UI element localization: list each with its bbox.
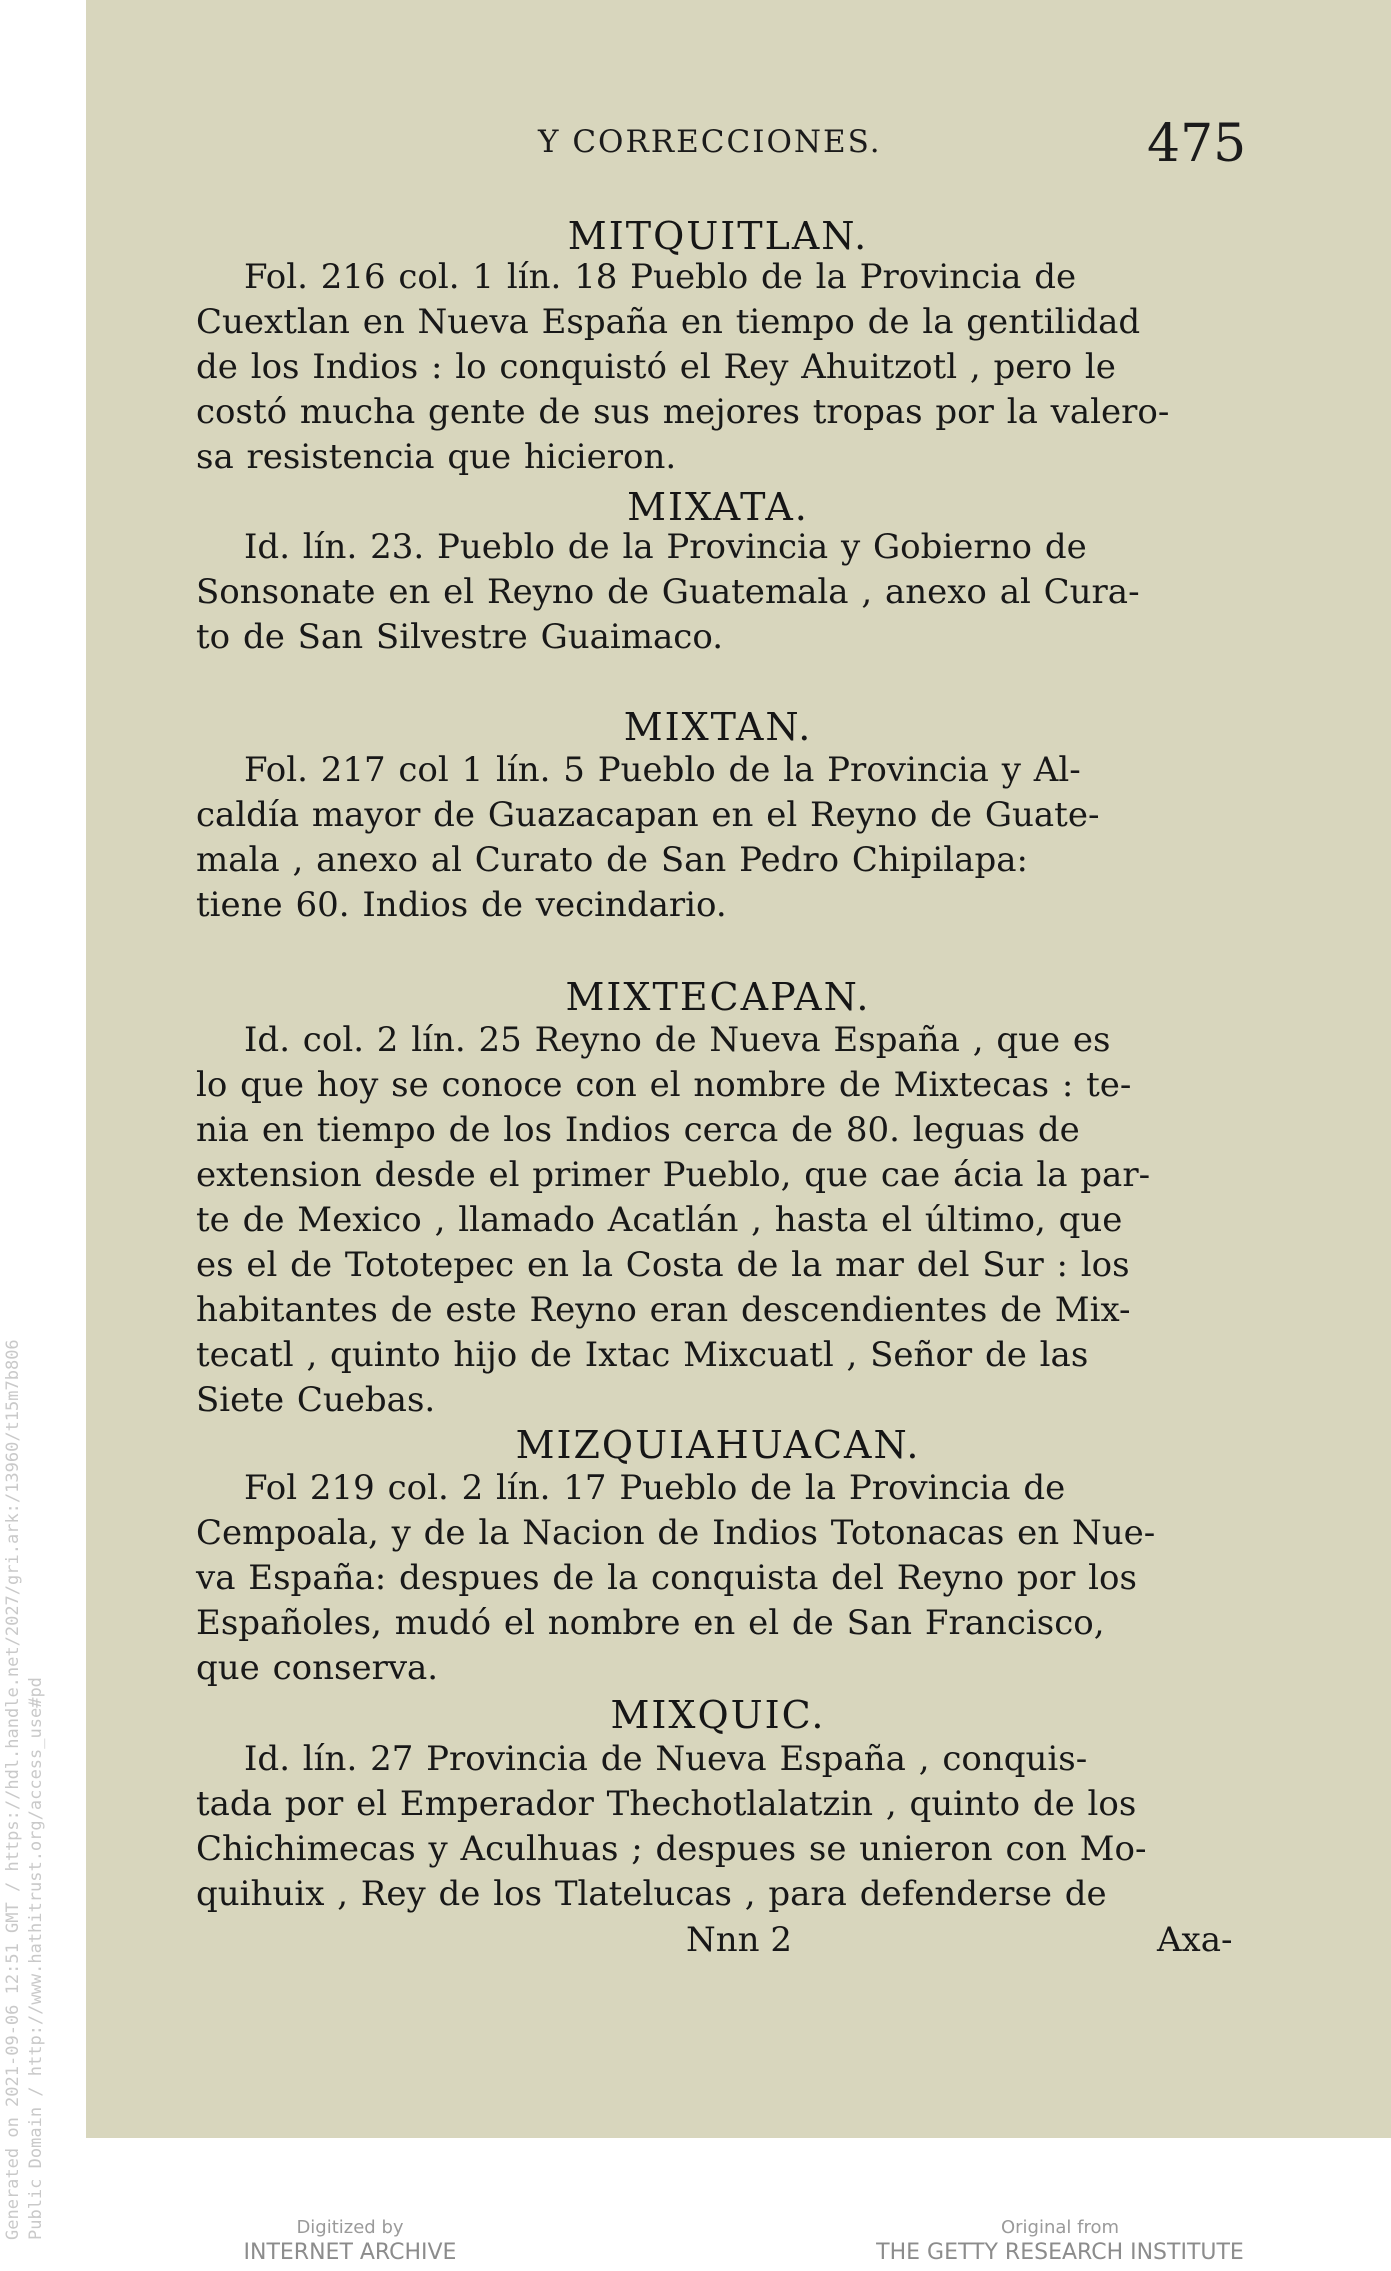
getty-research-institute-logo: THE GETTY RESEARCH INSTITUTE bbox=[876, 2240, 1244, 2265]
text-line: Id. lín. 23. Pueblo de la Provincia y Gobierno de bbox=[244, 527, 1087, 567]
text-line: tiene 60. Indios de vecindario. bbox=[196, 885, 727, 925]
text-line: que conserva. bbox=[196, 1648, 439, 1688]
entry-title: MIXATA. bbox=[627, 485, 809, 529]
digitized-by-label: Digitized by bbox=[296, 2217, 404, 2238]
entry-title: MIXTECAPAN. bbox=[565, 975, 871, 1019]
hathitrust-stamp bbox=[2, 1339, 48, 2240]
text-line: tada por el Emperador Thechotlalatzin , quinto de los bbox=[196, 1784, 1137, 1824]
internet-archive-logo: INTERNET ARCHIVE bbox=[243, 2240, 457, 2265]
text-line: Fol 219 col. 2 lín. 17 Pueblo de la Provincia de bbox=[244, 1468, 1066, 1508]
text-line: Fol. 216 col. 1 lín. 18 Pueblo de la Provincia de bbox=[244, 257, 1077, 297]
text-line: Españoles, mudó el nombre en el de San Francisco, bbox=[196, 1603, 1105, 1643]
entry-title: MIZQUIAHUACAN. bbox=[515, 1423, 921, 1467]
text-line: Id. col. 2 lín. 25 Reyno de Nueva España , que es bbox=[244, 1020, 1111, 1060]
text-line: costó mucha gente de sus mejores tropas por la valero- bbox=[196, 392, 1170, 432]
catchword: Axa- bbox=[1157, 1920, 1233, 1960]
text-line: lo que hoy se conoce con el nombre de Mixtecas : te- bbox=[196, 1065, 1132, 1105]
text-line: Siete Cuebas. bbox=[196, 1380, 436, 1420]
text-line: to de San Silvestre Guaimaco. bbox=[196, 617, 723, 657]
entry-text bbox=[196, 1466, 1240, 1691]
text-line: Sonsonate en el Reyno de Guatemala , anexo al Cura- bbox=[196, 572, 1140, 612]
text-line: de los Indios : lo conquistó el Rey Ahuitzotl , pero le bbox=[196, 347, 1116, 387]
text-line: extension desde el primer Pueblo, que cae ácia la par- bbox=[196, 1155, 1151, 1195]
text-line: caldía mayor de Guazacapan en el Reyno de Guate- bbox=[196, 795, 1100, 835]
text-line: quihuix , Rey de los Tlatelucas , para defenderse de bbox=[196, 1874, 1107, 1914]
entry-title: MIXTAN. bbox=[623, 705, 813, 749]
text-line: Cempoala, y de la Nacion de Indios Totonacas en Nue- bbox=[196, 1513, 1156, 1553]
text-line: te de Mexico , llamado Acatlán , hasta el último, que bbox=[196, 1200, 1123, 1240]
text-line: Cuextlan en Nueva España en tiempo de la gentilidad bbox=[196, 302, 1141, 342]
entry-text bbox=[196, 255, 1240, 480]
text-line: sa resistencia que hicieron. bbox=[196, 437, 677, 477]
entry-text bbox=[196, 525, 1240, 660]
page-number: 475 bbox=[1147, 114, 1247, 174]
entry-title: MIXQUIC. bbox=[610, 1693, 826, 1737]
text-line: Fol. 217 col 1 lín. 5 Pueblo de la Provincia y Al- bbox=[244, 750, 1081, 790]
text-line: tecatl , quinto hijo de Ixtac Mixcuatl , Señor de las bbox=[196, 1335, 1089, 1375]
entry-text bbox=[196, 1737, 1240, 1917]
stamp-line: Generated on 2021-09-06 12:51 GMT / https://hdl.handle.net/2027/gri.ark:/13960/t15m7b806 bbox=[3, 1339, 23, 2240]
text-line: es el de Tototepec en la Costa de la mar del Sur : los bbox=[196, 1245, 1130, 1285]
text-line: va España: despues de la conquista del Reyno por los bbox=[196, 1558, 1137, 1598]
text-line: Chichimecas y Aculhuas ; despues se unieron con Mo- bbox=[196, 1829, 1147, 1869]
signature-mark: Nnn 2 bbox=[686, 1920, 792, 1960]
entry-text bbox=[196, 1018, 1240, 1423]
original-from-label: Original from bbox=[1000, 2217, 1120, 2238]
running-head: Y CORRECCIONES. bbox=[538, 124, 882, 160]
entry-text bbox=[196, 748, 1240, 928]
text-line: habitantes de este Reyno eran descendientes de Mix- bbox=[196, 1290, 1131, 1330]
text-line: Id. lín. 27 Provincia de Nueva España , conquis- bbox=[244, 1739, 1088, 1779]
stamp-line: Public Domain / http://www.hathitrust.org/access_use#pd bbox=[26, 1677, 46, 2240]
text-line: mala , anexo al Curato de San Pedro Chipilapa: bbox=[196, 840, 1028, 880]
entry-title: MITQUITLAN. bbox=[567, 214, 869, 258]
text-line: nia en tiempo de los Indios cerca de 80. leguas de bbox=[196, 1110, 1080, 1150]
